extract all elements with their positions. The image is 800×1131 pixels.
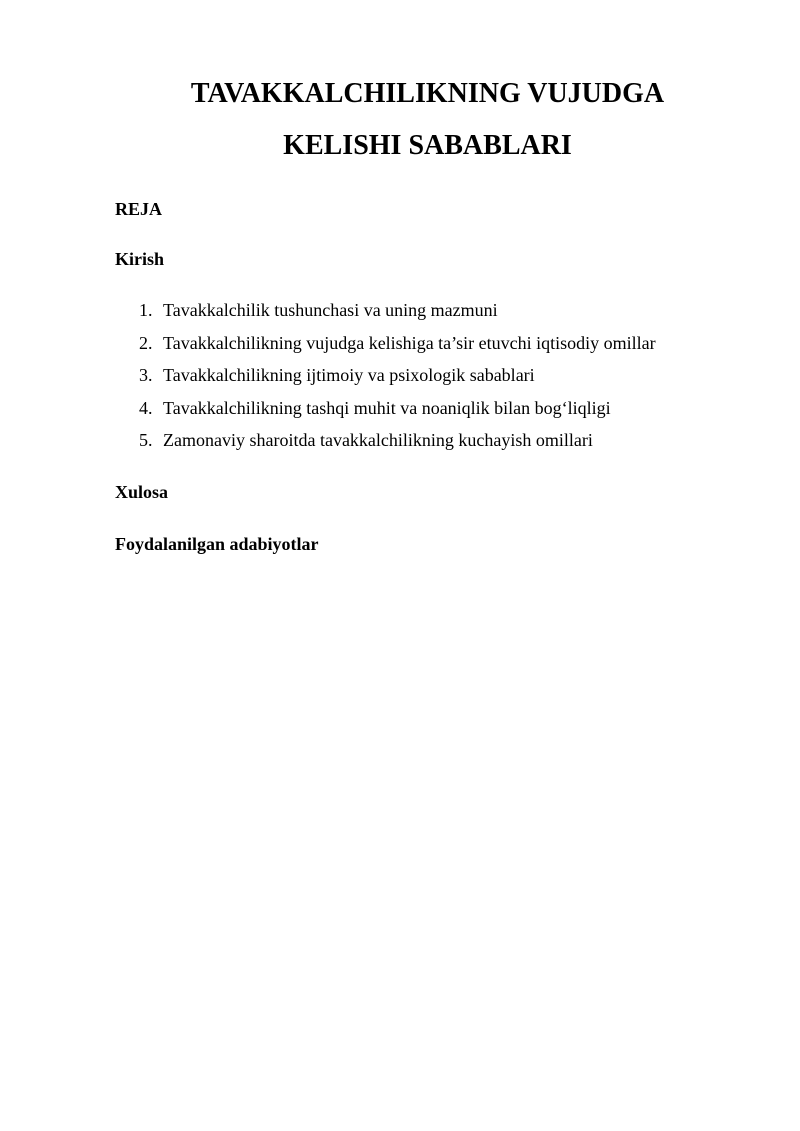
references-heading: Foydalanilgan adabiyotlar: [115, 534, 319, 554]
plan-item-text: Tavakkalchilik tushunchasi va uning mazmuni: [163, 300, 498, 320]
plan-item-number: 5.: [139, 430, 153, 450]
plan-heading: REJA: [115, 199, 163, 219]
conclusion-heading: Xulosa: [115, 482, 169, 502]
plan-item-number: 4.: [139, 397, 153, 418]
plan-item: [115, 430, 755, 463]
plan-item: [115, 398, 755, 431]
plan-item-text: Tavakkalchilikning tashqi muhit va noaniqlik bilan bog‘liqligi: [163, 397, 611, 418]
document-title-line-2: KELISHI SABABLARI: [283, 130, 572, 161]
plan-item: [115, 300, 755, 333]
document-title-line-1: TAVAKKALCHILIKNING VUJUDGA: [190, 78, 665, 109]
plan-item-text: Zamonaviy sharoitda tavakkalchilikning kuchayish omillari: [163, 430, 593, 450]
plan-item-number: 1.: [139, 300, 153, 320]
plan-item: [115, 365, 755, 398]
introduction-heading: Kirish: [115, 249, 165, 269]
plan-item-number: 2.: [139, 332, 153, 353]
plan-list: [115, 300, 755, 463]
plan-item-number: 3.: [139, 365, 153, 385]
plan-item: [115, 333, 755, 366]
plan-item-text: Tavakkalchilikning vujudga kelishiga ta’sir etuvchi iqtisodiy omillar: [163, 332, 656, 353]
plan-item-text: Tavakkalchilikning ijtimoiy va psixologik sabablari: [163, 365, 535, 385]
